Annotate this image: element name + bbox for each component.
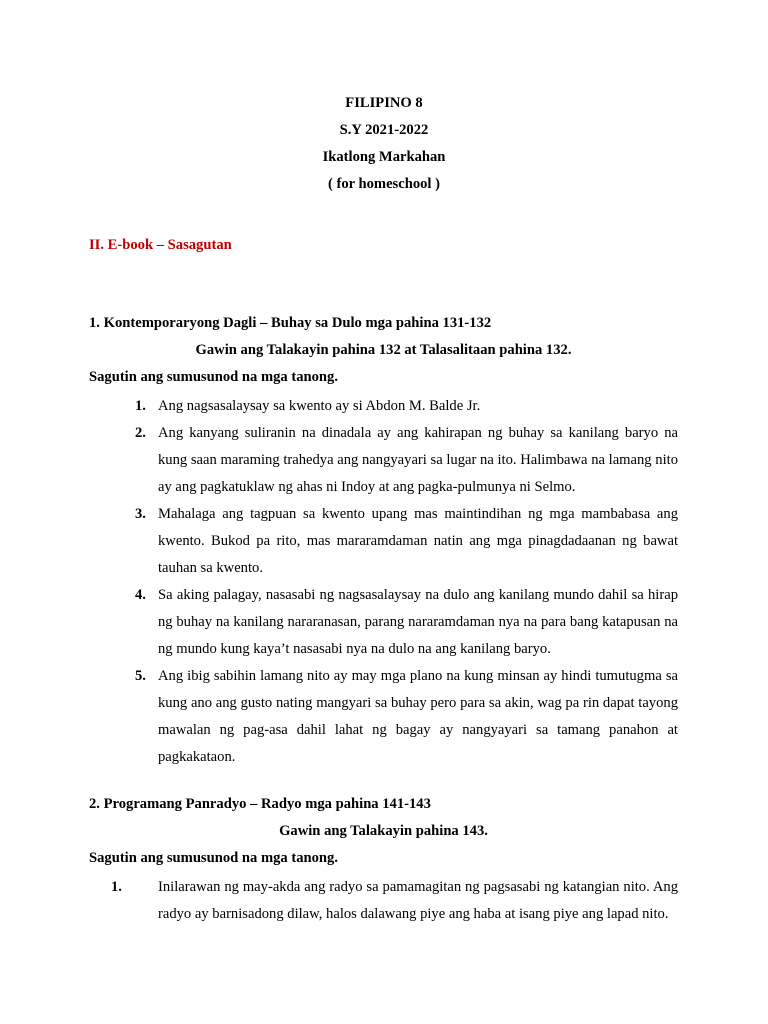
question-2-title: 2. Programang Panradyo – Radyo mga pahina 141-143 — [89, 796, 431, 812]
question-block-1 — [89, 312, 678, 771]
item-number: 5. — [135, 668, 146, 684]
homeschool-note: ( for homeschool ) — [327, 176, 440, 192]
subject-title: FILIPINO 8 — [345, 95, 423, 111]
item-number: 2. — [135, 425, 146, 441]
question-1-instruction: Sagutin ang sumusunod na mga tanong. — [89, 369, 338, 385]
item-number: 3. — [135, 506, 146, 522]
question-2-answers — [89, 874, 678, 928]
list-item — [89, 501, 678, 582]
question-1-title: 1. Kontemporaryong Dagli – Buhay sa Dulo mga pahina 131-132 — [89, 315, 492, 331]
item-number: 4. — [135, 587, 146, 603]
list-item — [89, 420, 678, 501]
item-number: 1. — [111, 879, 122, 895]
item-number: 1. — [135, 398, 146, 414]
list-item — [89, 582, 678, 663]
question-1-answers — [89, 393, 678, 771]
quarter-label: Ikatlong Markahan — [322, 149, 446, 165]
school-year: S.Y 2021-2022 — [339, 122, 429, 138]
question-block-2 — [89, 793, 678, 928]
item-text: Ang nagsasalaysay sa kwento ay si Abdon M. Balde Jr. — [158, 398, 481, 414]
list-item — [89, 874, 678, 928]
section-heading: II. E-book – Sasagutan — [89, 237, 232, 253]
item-text: Mahalaga ang tagpuan sa kwento upang mas maintindihan ng mga mambabasa ang kwento. Bukod pa rito, mas mararamdaman natin ang mga pinagdadaanan ng bawat tauhan sa kwento. — [158, 506, 678, 576]
list-item — [89, 393, 678, 420]
item-text: Sa aking palagay, nasasabi ng nagsasalaysay na dulo ang kanilang mundo dahil sa hirap ng buhay na kanilang nararanasan, parang nararamdaman nya na para bang katapusan na ng mundo kung kaya’t nasasabi nya na dulo na ang kanilang baryo. — [158, 587, 678, 657]
list-item — [89, 663, 678, 771]
question-1-subtitle: Gawin ang Talakayin pahina 132 at Talasalitaan pahina 132. — [195, 342, 572, 358]
item-text: Ang ibig sabihin lamang nito ay may mga plano na kung minsan ay hindi tumutugma sa kung ano ang gusto nating mangyari sa buhay pero para sa akin, wag pa rin dapat tayong mawalan ng pag-asa dahil lahat ng bagay ay nangyayari sa tamang panahon at pagkakataon. — [158, 668, 678, 765]
item-text: Inilarawan ng may-akda ang radyo sa pamamagitan ng pagsasabi ng katangian nito. Ang radyo ay barnisadong dilaw, halos dalawang piye ang haba at isang piye ang lapad nito. — [158, 879, 678, 922]
document-header — [0, 92, 768, 200]
question-2-subtitle: Gawin ang Talakayin pahina 143. — [279, 823, 488, 839]
item-text: Ang kanyang suliranin na dinadala ay ang kahirapan ng buhay sa kanilang baryo na kung saan maraming trahedya ang nangyayari sa lugar na ito. Halimbawa na lamang nito ay ang pagkatuklaw ng ahas ni Indoy at ang pagka-pulmunya ni Selmo. — [158, 425, 678, 495]
question-2-instruction: Sagutin ang sumusunod na mga tanong. — [89, 850, 338, 866]
